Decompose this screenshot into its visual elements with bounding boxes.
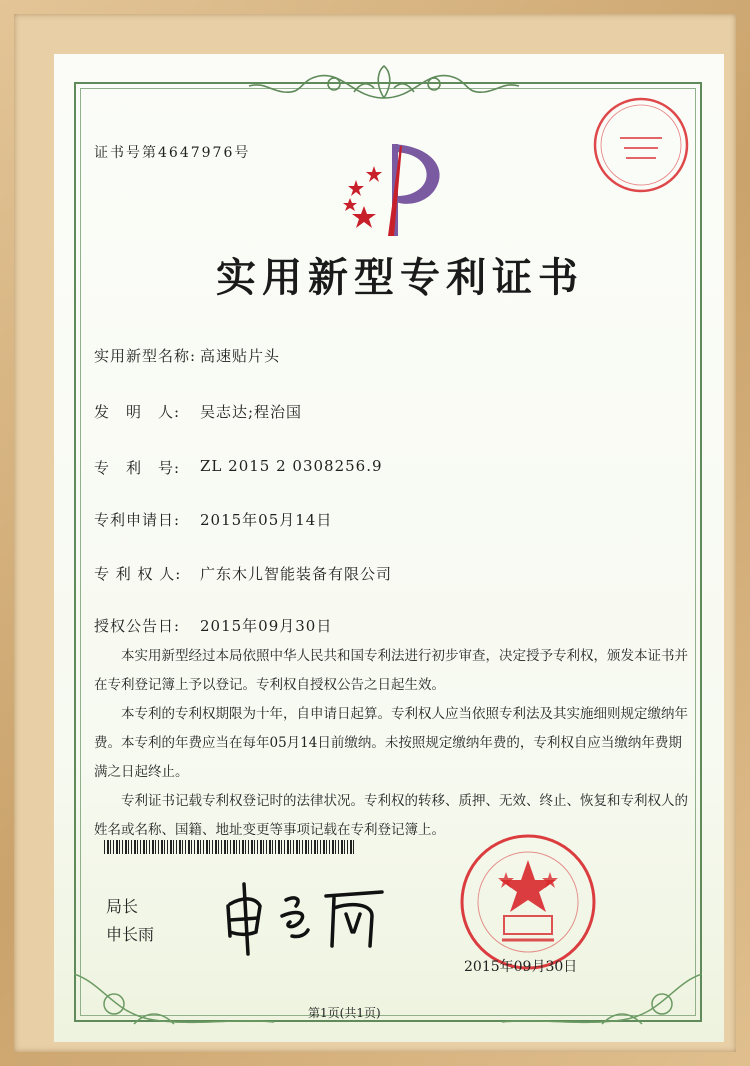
body-paragraph-1: 本实用新型经过本局依照中华人民共和国专利法进行初步审查，决定授予专利权，颁发本证书并在专利登记簿上予以登记。专利权自授权公告之日起生效。	[94, 648, 688, 693]
field-label-inventor: 发 明 人:	[94, 403, 181, 421]
field-label-patent-number: 专 利 号:	[94, 459, 181, 477]
page-info: 第1页(共1页)	[308, 1006, 381, 1020]
field-label-patentee: 专 利 权 人:	[94, 565, 182, 583]
body-paragraph-2: 本专利的专利权期限为十年，自申请日起算。专利权人应当依照专利法及其实施细则规定缴纳年费。本专利的年费应当在每年05月14日前缴纳。未按照规定缴纳年费的，专利权自应当缴纳年费期满之日起终止。	[94, 706, 688, 780]
director-title: 局长	[106, 897, 139, 916]
tax-seal-stamp	[590, 94, 692, 196]
seal-date: 2015年09月30日	[464, 959, 578, 975]
director-signature	[222, 876, 392, 956]
frame-mat	[14, 14, 736, 1052]
top-ornament-icon	[234, 62, 534, 104]
field-label-name: 实用新型名称:	[94, 347, 197, 365]
field-value-name: 高速贴片头	[200, 347, 281, 365]
field-value-filing-date: 2015年05月14日	[200, 511, 333, 529]
field-value-inventor: 吴志达;程治国	[200, 403, 303, 421]
field-value-patentee: 广东木儿智能装备有限公司	[200, 565, 393, 583]
certificate-number: 证书号第4647976号	[94, 145, 251, 161]
field-value-patent-number: ZL 2015 2 0308256.9	[200, 457, 383, 475]
field-value-grant-date: 2015年09月30日	[200, 617, 333, 635]
certificate-paper	[54, 54, 724, 1042]
director-name: 申长雨	[106, 925, 155, 944]
barcode	[104, 840, 356, 854]
field-label-filing-date: 专利申请日:	[94, 511, 181, 529]
certificate-title: 实用新型专利证书	[216, 254, 584, 301]
body-paragraph-3: 专利证书记载专利权登记时的法律状况。专利权的转移、质押、无效、终止、恢复和专利权人的姓名或名称、国籍、地址变更等事项记载在专利登记簿上。	[94, 793, 688, 838]
field-label-grant-date: 授权公告日:	[94, 617, 181, 635]
national-ip-seal-stamp	[458, 832, 598, 972]
patent-logo-icon	[334, 136, 454, 246]
